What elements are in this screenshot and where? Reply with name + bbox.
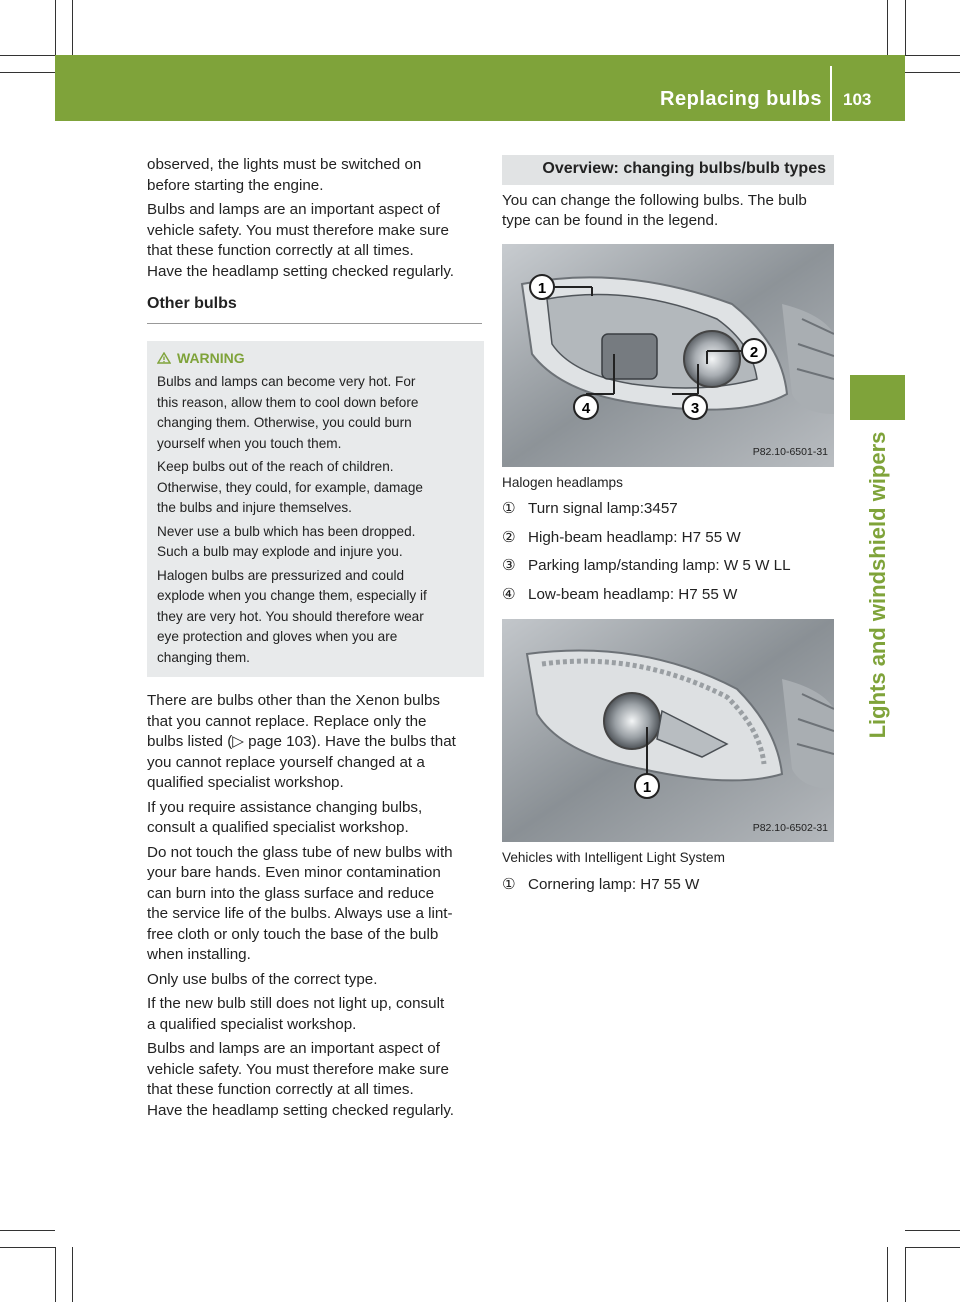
warning-text: Keep bulbs out of the reach of children. Otherwise, they could, for example, damage the bulbs and injure themselves. [157, 459, 423, 515]
crop-mark [905, 1247, 906, 1302]
figure-reference: P82.10-6501-31 [752, 446, 828, 458]
page-number: 103 [843, 90, 872, 109]
legend-item [502, 499, 834, 520]
legend-item [502, 585, 834, 606]
legend-key: ① [502, 875, 516, 893]
subheading-other-bulbs: Other bulbs [147, 294, 482, 324]
legend-item [502, 875, 834, 896]
section-heading: Overview: changing bulbs/bulb types [502, 155, 834, 185]
legend-item [502, 556, 834, 577]
crop-mark [0, 1247, 55, 1248]
figure-reference: P82.10-6502-31 [752, 821, 828, 834]
headlamp-illustration [502, 619, 834, 842]
warning-text: Never use a bulb which has been dropped. Such a bulb may explode and injure you. [157, 523, 416, 559]
crop-mark [905, 1230, 960, 1231]
svg-text:1: 1 [642, 779, 652, 796]
svg-text:4: 4 [581, 399, 591, 417]
crop-mark [905, 72, 960, 73]
crop-mark [72, 1247, 73, 1302]
svg-text:3: 3 [690, 399, 700, 417]
halogen-headlamp-photo [502, 244, 834, 467]
intro-paragraph: You can change the following bulbs. The bulb type can be found in the legend. [502, 191, 807, 229]
svg-text:2: 2 [749, 343, 759, 361]
legend-item [502, 528, 834, 549]
legend-text: Parking lamp/standing lamp: W 5 W LL [528, 557, 791, 574]
warning-text: Bulbs and lamps can become very hot. For this reason, allow them to cool down before changing them. Otherwise, you could burn yourself when you touch them. [157, 374, 419, 451]
callout-2 [742, 339, 766, 363]
paragraph: observed, the lights must be switched on before starting the engine. [147, 156, 422, 194]
legend-text: Low-beam headlamp: H7 55 W [528, 585, 738, 603]
page-title: Replacing bulbs [660, 88, 822, 110]
callout-1 [635, 774, 659, 798]
crop-mark [887, 1247, 888, 1302]
crop-mark [887, 0, 888, 55]
warning-text: Halogen bulbs are pressurized and could explode when you change them, especially if they are very hot. You should therefore wear eye protection and gloves when you are changing them. [157, 567, 427, 665]
left-column [147, 155, 482, 1125]
crop-mark [905, 0, 906, 55]
figure-caption: Vehicles with Intelligent Light System [502, 850, 725, 865]
crop-mark [0, 55, 55, 56]
paragraph: If the new bulb still does not light up, consult a qualified specialist workshop. [147, 995, 445, 1033]
legend-key: ③ [502, 557, 516, 574]
paragraph-text: ). Have the bulbs that you cannot replace yourself changed at a qualified specialist workshop. [147, 733, 456, 791]
callout-4 [574, 395, 598, 419]
legend-key: ② [502, 528, 516, 546]
intelligent-light-headlamp-photo [502, 619, 834, 842]
paragraph: If you require assistance changing bulbs, consult a qualified specialist workshop. [147, 798, 423, 836]
paragraph: Only use bulbs of the correct type. [147, 970, 378, 988]
crop-mark [0, 72, 55, 73]
page-reference-link[interactable]: ▷ page 103 [232, 733, 312, 750]
legend-text: Turn signal lamp:3457 [528, 500, 678, 517]
paragraph-text: There are bulbs other than the Xenon bulbs that you cannot replace. Replace only the bulbs listed ( [147, 692, 440, 750]
header-divider [830, 66, 832, 121]
legend-key: ④ [502, 585, 516, 603]
warning-title: WARNING [177, 349, 245, 366]
paragraph [147, 691, 482, 794]
paragraph: Do not touch the glass tube of new bulbs with your bare hands. Even minor contamination can burn into the glass surface and reduce the service life of the bulbs. Always use a lint- free cloth or only touch the base of the bulb when installing. [147, 843, 453, 963]
warning-triangle-icon [157, 352, 171, 364]
crop-mark [72, 0, 73, 55]
warning-box [147, 341, 484, 678]
crop-mark [0, 1230, 55, 1231]
legend-text: High-beam headlamp: H7 55 W [528, 528, 741, 546]
figure-caption: Halogen headlamps [502, 474, 623, 490]
paragraph: Bulbs and lamps are an important aspect of vehicle safety. You must therefore make sure that these function correctly at all times. Have the headlamp setting checked regularly. [147, 201, 455, 280]
svg-text:1: 1 [537, 279, 547, 297]
crop-mark [55, 0, 56, 55]
legend-text: Cornering lamp: H7 55 W [528, 875, 700, 893]
paragraph: Bulbs and lamps are an important aspect of vehicle safety. You must therefore make sure that these function correctly at all times. Have the headlamp setting checked regularly. [147, 1040, 455, 1119]
right-column [502, 155, 834, 903]
chapter-tab-label: Lights and windshield wipers [865, 431, 890, 739]
chapter-tab-marker [850, 375, 905, 420]
headlamp-illustration [502, 244, 834, 467]
legend-key: ① [502, 500, 516, 517]
crop-mark [905, 55, 960, 56]
warning-header [157, 348, 474, 369]
crop-mark [55, 1247, 56, 1302]
callout-3 [683, 395, 707, 419]
callout-1 [530, 275, 554, 299]
crop-mark [905, 1247, 960, 1248]
